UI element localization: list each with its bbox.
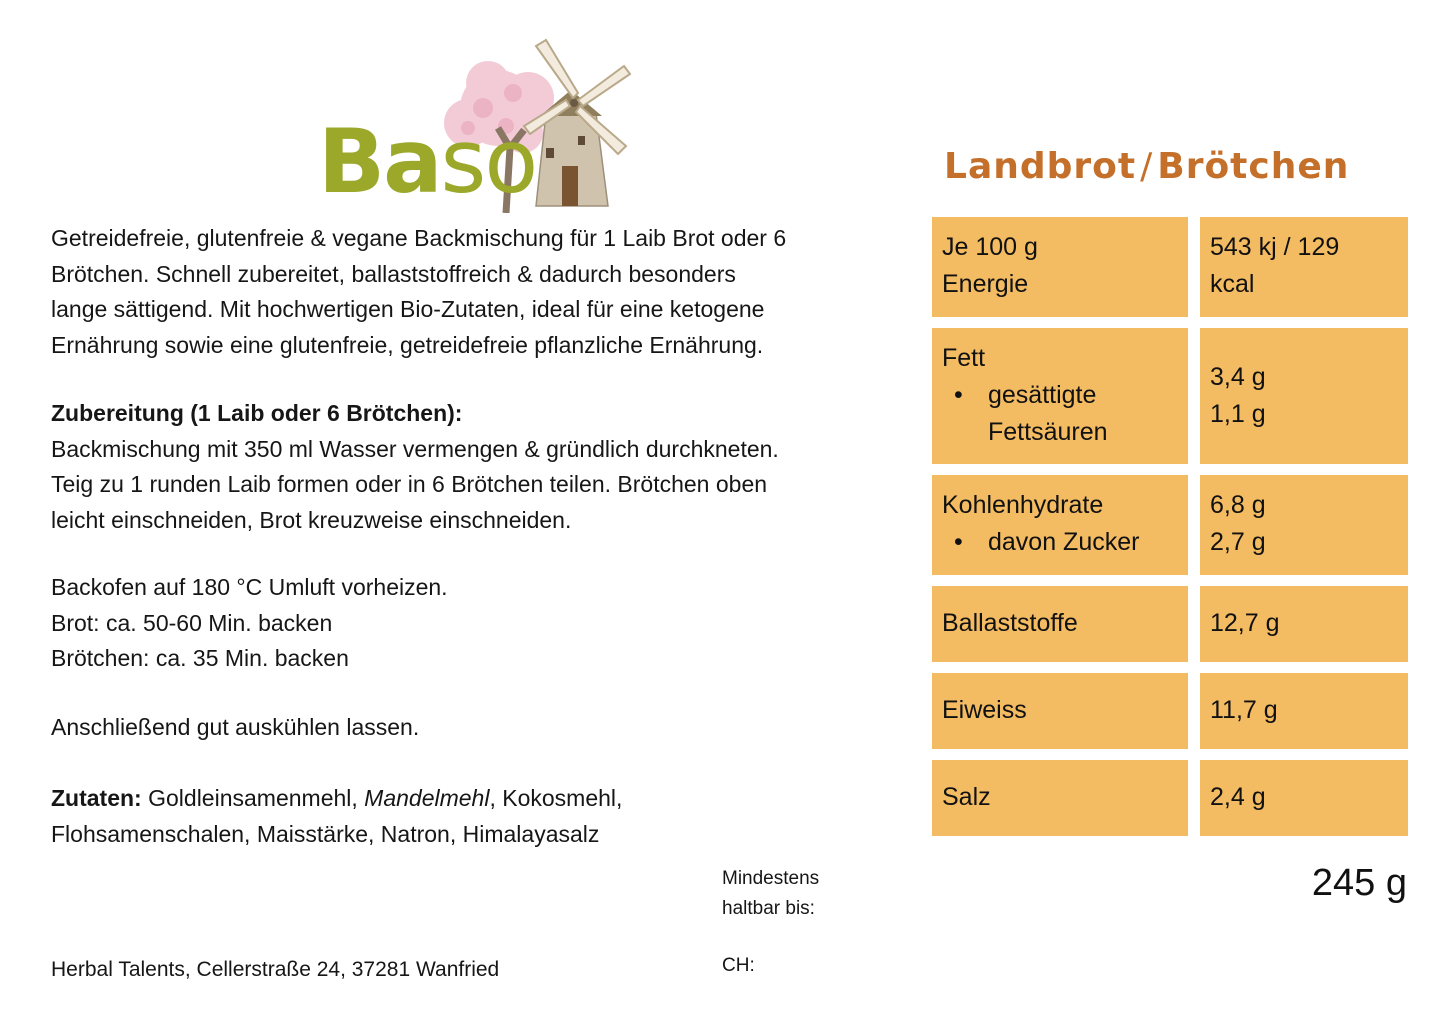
nutrition-value-line: 11,7 g (1210, 696, 1278, 724)
preparation-line: Backmischung mit 350 ml Wasser vermengen & gründlich durchkneten. (51, 435, 779, 462)
description-line: lange sättigend. Mit hochwertigen Bio-Zutaten, ideal für eine ketogene (51, 296, 765, 322)
sub-label-line: gesättigte (988, 381, 1097, 409)
ingredients-section (51, 781, 622, 852)
nutrition-label-line: Eiweiss (942, 696, 1027, 724)
nutrition-value-line: 6,8 g (1210, 491, 1266, 519)
brand-logo (318, 38, 638, 213)
baking-instructions (51, 570, 448, 677)
net-weight: 245 g (1311, 862, 1407, 904)
nutrition-value-line: 3,4 g (1210, 363, 1266, 391)
cooling-instruction: Anschließend gut auskühlen lassen. (51, 714, 420, 740)
title-separator: / (1140, 146, 1154, 187)
ingredients-line-2: Flohsamenschalen, Maisstärke, Natron, Himalayasalz (51, 820, 600, 847)
ingredients-text: Goldleinsamenmehl, (141, 785, 365, 811)
best-before-line: haltbar bis: (722, 898, 815, 919)
batch-label: CH: (722, 955, 755, 976)
nutrition-label-protein (932, 673, 1188, 749)
nutrition-label-energy (932, 217, 1188, 317)
nutrition-value-line: 2,7 g (1210, 528, 1266, 556)
nutrition-value-line: kcal (1210, 270, 1255, 298)
best-before-line: Mindestens (722, 868, 820, 889)
nutrition-sub-label (988, 377, 1108, 451)
nutrition-value-carbs (1200, 475, 1408, 575)
sub-label-line: Fettsäuren (988, 418, 1108, 446)
description-line: Brötchen. Schnell zubereitet, ballaststoffreich & dadurch besonders (51, 260, 736, 287)
nutrition-label-line: Energie (942, 270, 1029, 298)
ingredients-text: , Kokosmehl, (489, 785, 623, 811)
ingredients-italic: Mandelmehl (364, 785, 490, 811)
nutrition-value-line: 1,1 g (1210, 400, 1266, 428)
product-title (944, 146, 1349, 187)
nutrition-value-protein (1200, 673, 1408, 749)
preparation-line: Teig zu 1 runden Laib formen oder in 6 Brötchen teilen. Brötchen oben (51, 471, 768, 497)
preparation-heading: Zubereitung (1 Laib oder 6 Brötchen): (51, 400, 463, 426)
title-part-2: Brötchen (1157, 146, 1350, 187)
description-line: Getreidefreie, glutenfreie & vegane Backmischung für 1 Laib Brot oder 6 (51, 225, 787, 251)
nutrition-label-fat (932, 328, 1188, 464)
nutrition-sub-label: davon Zucker (988, 528, 1140, 556)
bullet-icon: • (954, 528, 963, 556)
nutrition-sub-item (942, 377, 1178, 451)
bullet-icon: • (954, 381, 963, 409)
nutrition-value-line: 543 kj / 129 (1210, 233, 1340, 261)
manufacturer-address: Herbal Talents, Cellerstraße 24, 37281 Wanfried (51, 958, 500, 981)
nutrition-value-energy (1200, 217, 1408, 317)
nutrition-label-salt (932, 760, 1188, 836)
nutrition-label-line: Kohlenhydrate (942, 491, 1104, 519)
description-line: Ernährung sowie eine glutenfreie, getreidefreie pflanzliche Ernährung. (51, 331, 764, 358)
nutrition-value-fat (1200, 328, 1408, 464)
preparation-line: leicht einschneiden, Brot kreuzweise einschneiden. (51, 506, 572, 533)
nutrition-label-line: Fett (942, 344, 986, 372)
best-before-label (722, 864, 819, 924)
nutrition-value-fiber (1200, 586, 1408, 662)
baking-line: Brot: ca. 50-60 Min. backen (51, 609, 333, 636)
nutrition-label-line: Salz (942, 783, 991, 811)
nutrition-label-line: Ballaststoffe (942, 609, 1078, 637)
nutrition-label-fiber (932, 586, 1188, 662)
nutrition-label-carbs (932, 475, 1188, 575)
title-part-1: Landbrot (944, 146, 1137, 187)
nutrition-value-salt (1200, 760, 1408, 836)
brand-name: Baso (318, 110, 537, 213)
preparation-section (51, 396, 779, 538)
baking-line: Backofen auf 180 °C Umluft vorheizen. (51, 574, 448, 600)
baking-line: Brötchen: ca. 35 Min. backen (51, 645, 349, 671)
nutrition-sub-item (942, 524, 1178, 561)
ingredients-line-1 (51, 781, 622, 817)
ingredients-label: Zutaten: (51, 785, 142, 811)
nutrition-value-line: 12,7 g (1210, 609, 1280, 637)
nutrition-label-line: Je 100 g (942, 233, 1038, 261)
nutrition-value-line: 2,4 g (1210, 783, 1266, 811)
product-description (51, 221, 786, 363)
